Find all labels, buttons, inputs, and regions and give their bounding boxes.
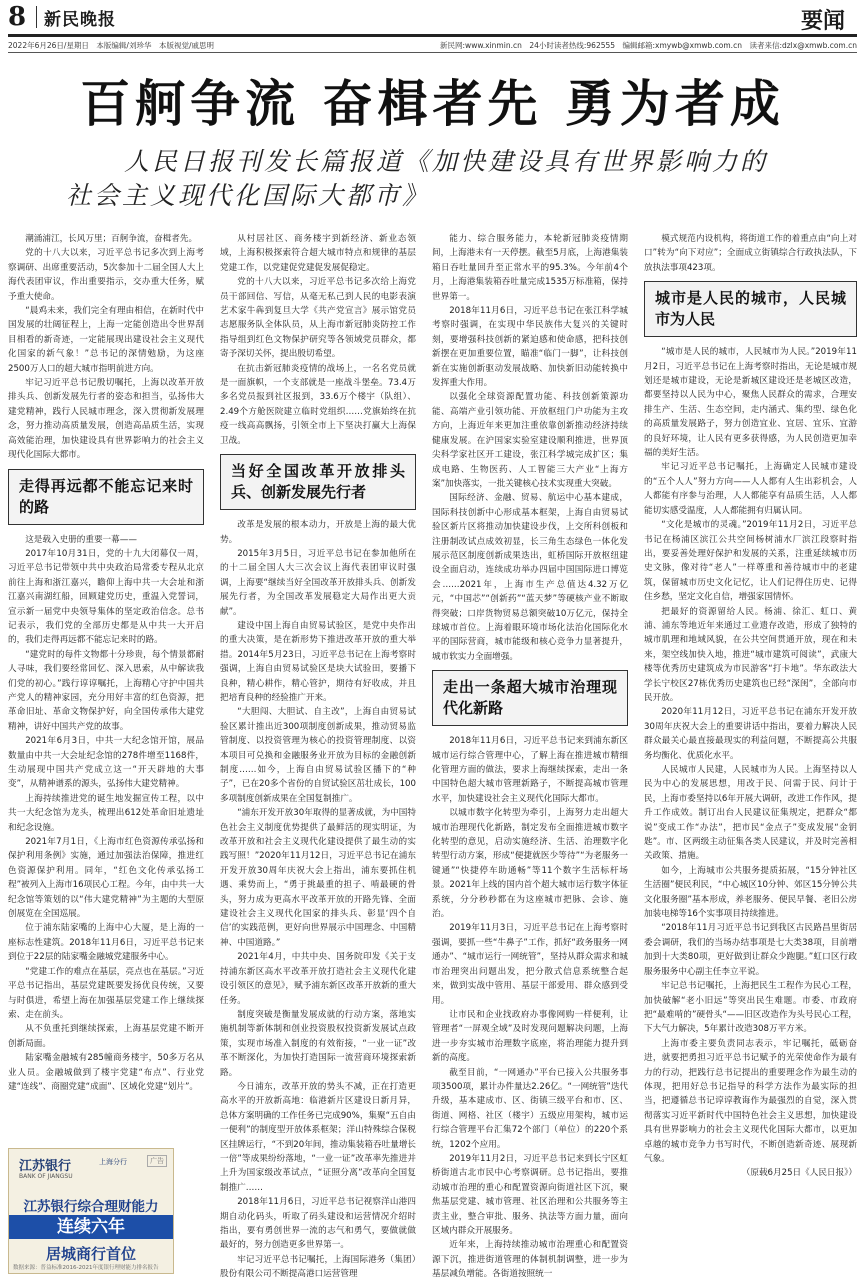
subheadline-line-2: 社会主义现代化国际大都市》 [66,181,431,210]
article-column-3 [432,232,629,1280]
paragraph: 牢记习近平总书记殷切嘱托，上海以改革开放排头兵、创新发展先行者的姿态和担当，弘扬伟大建党精神，践行人民城市理念，深入贯彻新发展理念，努力推动高质量发展，创造高品质生活，实现高效能治理，加快建设具有世界影响力的社会主义现代化国际大都市。 [8,378,204,461]
header-subrule [8,52,857,53]
paragraph: “晨鸡未来，我们完全有理由相信，在新时代中国发展的壮阔征程上，上海一定能创造出令世界刮目相看的新奇迹，一定能展现出建设社会主义现代化国家的新气象！”总书记的深情勉励，为这座2500万人口的超大城市指明前进方向。 [8,306,204,374]
paragraph: 2020年11月12日，习近平总书记在浦东开发开放30周年庆祝大会上的重要讲话中指出，要着力解决人民群众最关心最直接最现实的利益问题，不断提高公共服务均衡化、优质化水平。 [644,707,857,761]
section-heading: 走出一条超大城市治理现代化新路 [432,670,628,726]
paragraph: 近年来，上海持续推动城市治理重心和配置资源下沉，推进街道管理的体制机制调整，进一步为基层减负增能。各街道按照统一 [432,1240,628,1280]
article-column-2 [220,232,416,1280]
article-column-4 [644,232,857,1274]
paragraph: 把最好的资源留给人民。杨浦、徐汇、虹口、黄浦、浦东等地近年来通过工业遗存改造，形成了独特的城市肌理和地域风貌，在公共空间贯通开放，现在和未来，架空线加快入地，推进“城市建筑可阅读”，武康大楼等优秀历史建筑成为市民游客“打卡地”。华东政法大学长宁校区27栋优秀历史建筑也已经“深闺”，全部向市民开放。 [644,606,857,703]
paragraph: 能力、综合服务能力，本轮新冠肺炎疫情期间，上海港未有一天停摆。截至5月底，上海港集装箱日吞吐量回升至正常水平的95.3%。今年前4个月，上海港集装箱吞吐量完成1535万标准箱，保持世界第一。 [432,234,628,302]
article-column-1 [8,232,204,1144]
paragraph: “城市是人民的城市，人民城市为人民。”2019年11月2日，习近平总书记在上海考察时指出，无论是城市规划还是城市建设，无论是新城区建设还是老城区改造，都要坚持以人民为中心，聚焦人民群众的需求，合理安排生产、生活、生态空间，走内涵式、集约型、绿色化的高质量发展路子，努力创造宜业、宜居、宜乐、宜游的良好环境，让人民有更多获得感，为人民创造更加幸福的美好生活。 [644,347,857,459]
paragraph: 上海市委主要负责同志表示，牢记嘱托，砥砺奋进，就要把勇担习近平总书记赋予的光荣使命作为最有力的行动，把践行总书记提出的重要理念作为最生动的体现，把用好总书记指导的科学方法作为最实际的担当，把遵循总书记谆谆教诲作为最强烈的自觉，深入贯彻落实习近平新时代中国特色社会主义思想，加快建设具有世界影响力的社会主义现代化国际大都市，以更加卓越的城市竞争力书写时代，不断创造新奇迹、展现新气象。 [644,1038,857,1164]
section-heading: 走得再远都不能忘记来时的路 [8,469,204,525]
paragraph: 2021年6月3日，中共一大纪念馆开馆，展品数量由中共一大会址纪念馆的278件增至1168件，生动展现中国共产党成立这一“开天辟地的大事变”，从精神谱系的源头，弘扬伟大建党精神。 [8,736,204,790]
paragraph: 模式规范内设机构，将街道工作的着重点由“向上对口”转为“向下对应”；全面成立街镇综合行政执法队，下放执法事项423项。 [644,234,857,273]
paragraph: 牢记总书记嘱托，上海把民生工程作为民心工程，加快破解“老小旧远”等突出民生难题。市委、市政府把“最难啃的”硬骨头“——旧区改造作为头号民心工程，下大气力解决，5年累计改造308万平方米。 [644,981,857,1035]
paragraph: 2019年11月3日，习近平总书记在上海考察时强调，要抓一些“牛鼻子”工作，抓好“政务服务一网通办”、“城市运行一网统管”，坚持从群众需求和城市治理突出问题出发，把分散式信息系统整合起来，做到实战中管用、基层干部爱用、群众感到受用。 [432,923,628,1006]
paragraph: 2018年11月6日，习近平总书记在张江科学城考察时强调，在实现中华民族伟大复兴的关键时刻，要增强科技创新的紧迫感和使命感，把科技创新摆在更加重要位置，瞄准“临门一脚”，让科技创新在实施创新驱动发展战略、加快新旧动能转换中发挥重大作用。 [432,306,628,389]
ad-slogan-1: 江苏银行综合理财能力 [23,1199,159,1215]
paragraph: “2018年11月习近平总书记到我区古民路昌里街居委会调研，我们的当场办结事项是七大类38项，目前增加到十大类80项，更好做到让群众少跑腿。”虹口区行政服务服务中心副主任李立平说。 [644,923,857,977]
paragraph: “建党时的每件文物都十分珍贵，每个情景都耐人寻味，我们要经常回忆、深入思索，从中解读我们党的初心。”践行谆谆嘱托，上海精心守护中国共产党人的精神家园，充分用好丰富的红色资源，把革命旧址、革命文物保护好，向全国传承伟大建党精神，讲好中国共产党的故事。 [8,649,204,732]
ad-slogan-2: 连续六年 [9,1215,173,1239]
paragraph: 2021年4月，中共中央、国务院印发《关于支持浦东新区高水平改革开放打造社会主义现代化建设引领区的意见》，赋予浦东新区改革开放新的重大任务。 [220,952,416,1006]
paragraph: 2018年11月6日，习近平总书记视察洋山港四期自动化码头，听取了码头建设和运营情况介绍时指出，要有勇创世界一流的志气和勇气，要做就做最好的，努力创造更多世界第一。 [220,1197,416,1251]
paragraph: 2015年3月5日，习近平总书记在参加他所在的十二届全国人大三次会议上海代表团审议时强调，上海要“继续当好全国改革开放排头兵、创新发展先行者，为全国改革发展稳定大局作出更大贡献”。 [220,548,416,617]
header-rule [8,34,857,37]
paragraph: “党建工作的难点在基层，亮点也在基层。”习近平总书记指出，基层党建既要发扬优良传统，又要与时俱进，希望上海在加强基层党建工作上继续探索、走在前头。 [8,966,204,1020]
paragraph: 上海持续推进党的诞生地发掘宣传工程，以中共一大纪念馆为龙头，梳理出612处革命旧址遗址和纪念设施。 [8,793,204,833]
paragraph: 2019年11月2日，习近平总书记来到长宁区虹桥街道古北市民中心考察调研。总书记指出，要推动城市治理的重心和配置资源向街道社区下沉，聚焦基层党建、城市管理、社区治理和公共服务等主责主业，整合审批、服务、执法等方面力量，面向区域内群众开展服务。 [432,1153,628,1236]
paragraph: 牢记习近平总书记嘱托，上海确定人民城市建设的“五个人人”努力方向——人人都有人生出彩机会，人人都能有序参与治理，人人都能享有品质生活，人人都能切实感受温度，人人都能拥有归属认同。 [644,462,857,516]
ad-branch-label: 上海分行 [99,1158,127,1166]
paragraph: 国际经济、金融、贸易、航运中心基本建成，国际科技创新中心形成基本框架，上海自由贸易试验区新片区将推动加快建设步伐，上交所科创板和注册制改试点成效初显，长三角生态绿色一体化发展示范区制度创新成果迭出，虹桥国际开放枢纽建设全面启动，连续成功举办四届中国国际进口博览会……2021年，上海市生产总值达4.32万亿元，“中国芯”“创新药”“蓝天梦”等硬核产业不断取得突破；口岸货物贸易总额突破10万亿元，保持全球城市首位。上海着眼环境市场化法治化国际化水平的国际营商，城市能级和核心竞争力显著提升，城市软实力全面增强。 [432,493,628,662]
paragraph: “大胆闯、大胆试、自主改”，上海自由贸易试验区累计推出近300项制度创新成果，推动贸易监管制度、以投资管理为核心的投资管理制度、以资本项目可兑换和金融服务业开放为目标的金融创新制度……如今，上海自由贸易试验区播下的“种子”，已在20多个省份的自贸试验区茁壮成长，100多项制度创新成果在全国复制推广。 [220,707,416,804]
paragraph: 党的十八大以来，习近平总书记多次到上海考察调研、出席重要活动，5次参加十二届全国人大上海代表团审议，作出重要指示，交办重大任务，赋予重大使命。 [8,248,204,302]
paragraph: 如今，上海城市公共服务提质拓展，“15分钟社区生活圈”便民利民，“中心城区10分钟、郊区15分钟公共文化服务圈”基本形成，养老服务、便民早餐、老旧公房加装电梯等16个实事项目持续推进。 [644,865,857,920]
col1-intro [8,232,204,463]
bank-advertisement[interactable] [8,1148,174,1274]
paragraph: 陆家嘴金融城有285幢商务楼宇，50多万名从业人员。金融城做到了楼宇党建“布点”、行业党建“连线”、商圈党建“成面”、区域化党建“划片”。 [8,1053,204,1092]
paragraph: 以强化全球资源配置功能、科技创新策源功能、高端产业引领功能、开放枢纽门户功能为主攻方向，上海近年来更加注重依靠创新推动经济持续健康发展。在沪国家实验室建设顺利推进，世界顶尖科学家社区开工建设，张江科学城完成扩区；集成电路、生物医药、人工智能三大产业“上海方案”加快落实，一批关键核心技术实现重大突破。 [432,392,628,489]
newspaper-brand: 新民晚报 [44,10,116,30]
paragraph: 制度突破是衡量发展成就的行动方案，落地实施机制等新体制和创业投资股权投资新发展试点政策，实现市场准入制度的有效衔接，“一业一证”改革不断深化，为加快打造国际一流营商环境探索新路。 [220,1009,416,1078]
bank-logo: 江苏银行 [19,1159,72,1174]
paragraph: 潮涌浦江，长风万里；百舸争流，奋楫者先。 [25,234,198,244]
source-signature: （原载6月25日《人民日报》） [741,1168,857,1179]
paragraph: 改革是发展的根本动力，开放是上海的最大优势。 [220,520,416,545]
paragraph: 截至目前，“一网通办”平台已接入公共服务事项3500项，累计办件量达2.26亿。“一网统管”迭代升级，基本建成市、区、街镇三级平台和市、区、街道、网格、社区（楼宇）五级应用架构，城市运行综合管理平台汇集72个部门（单位）的220个系统，1202个应用。 [432,1067,629,1150]
paragraph: 位于浦东陆家嘴的上海中心大厦，是上海的一座标志性建筑。2018年11月6日，习近平总书记来到位于22层的陆家嘴金融城党建服务中心。 [8,923,204,963]
ad-tag: 广告 [147,1155,167,1167]
section-title: 要闻 [800,9,845,34]
section-heading: 城市是人民的城市，人民城市为人民 [644,281,857,337]
paragraph: 今日浦东，改革开放的势头不减，正在打造更高水平的开放新高地：临港新片区建设日新月异，总体方案明确的工作任务已完成90%，集聚“五自由一便利”的制度型开放体系框架；洋山特殊综合保税区挂牌运行，“不到20年间，推动集装箱吞吐量增长一倍”等成果纷纷落地，“一业一证”改革率先推进并上升为国家级改革试点，“证照分离”改革向全国复制推广…… [220,1081,416,1193]
ad-footnote: 数据来源：普益标准2016-2021年度银行理财能力排名报告 [13,1265,159,1271]
section-heading: 当好全国改革开放排头兵、创新发展先行者 [220,454,416,510]
paragraph: 2018年11月6日，习近平总书记来到浦东新区城市运行综合管理中心，了解上海在推进城市精细化管理方面的做法，要求上海继续探索，走出一条中国特色超大城市管理新路子，不断提高城市管理水平，加快建设社会主义现代化国际大都市。 [432,736,628,804]
paragraph: 党的十八大以来，习近平总书记多次给上海党员干部回信、写信，从毫无私己到人民的电影表演艺术家牛犇到复旦大学《共产党宣言》展示馆党员志愿服务队全体队员，从上海市新冠肺炎防控工作指导组到红色文物保护研究等各领域党员群众，都寄予深切关怀，提出殷切希望。 [220,277,416,360]
paragraph: 2021年7月1日，《上海市红色资源传承弘扬和保护利用条例》实施，通过加强法治保障，推进红色资源保护利用。同年，“红色文化传承弘扬工程”被列入上海市16项民心工程。今年，由中共一大纪念馆等策划的以“伟大建党精神”为主题的大型原创展览在全国巡展。 [8,837,204,920]
paragraph: 以城市数字化转型为牵引，上海努力走出超大城市治理现代化新路，制定发布全面推进城市数字化转型的意见，启动实施经济、生活、治理数字化转型行动方案，形成“便捷就医少等待”“为老服务一键通”“快捷停车助通畅”等11个数字生活标杆场景。2021年上线的国内首个超大城市运行数字体征系统，分分秒秒都在为这座城市把脉、会诊、施治。 [432,808,628,920]
page-number: 8 [8,2,27,32]
date-editor-line: 2022年6月26日/星期日 本版编辑/刘珍华 本版视觉/戚思明 [8,41,214,50]
contact-line: 新民网:www.xinmin.cn 24小时读者热线:962555 编辑邮箱:xmywb@xmwb.com.cn 读者来信:dzlx@xmwb.com.cn [440,41,857,50]
ad-slogan-3: 居城商行首位 [45,1245,136,1263]
paragraph: 人民城市人民建，人民城市为人民。上海坚持以人民为中心的发展思想，用改于民、问需于民、问计于民，上海市委坚持以6年开展大调研，改进工作作风，提升工作成效。制订出台人民建议征集规定，把群众“都说”变成工作“办法”，把市民“金点子”变成发展“金钥匙”。市、区两级主动征集各类人民建议，并及时完善相关政策、措施。 [644,765,857,862]
main-headline: 百舸争流 奋楫者先 勇为者成 [80,75,785,133]
bank-logo-english: BANK OF JIANGSU [19,1173,73,1180]
paragraph: 2017年10月31日，党的十九大闭幕仅一周，习近平总书记带领中共中央政治局常委专程从北京前往上海和浙江嘉兴，瞻仰上海中共一大会址和浙江嘉兴南湖红船，回顾建党历史，重温入党誓词，宣示新一届党中央领导集体的坚定政治信念。总书记表示，我们党的全部历史都是从中共一大开启的，我们走得再远都不能忘记来时的路。 [8,548,204,646]
header-divider [36,6,37,28]
paragraph: 建设中国上海自由贸易试验区，是党中央作出的重大决策，是在新形势下推进改革开放的重大举措。2014年5月23日，习近平总书记在上海考察时强调，上海自由贸易试验区是块大试验田，要播下良种，精心耕作，精心管护，期待有好收成，并且把培育良种的经验推广开来。 [220,620,416,703]
paragraph: 在抗击新冠肺炎疫情的战场上，一名名党员就是一面旗帜，一个支部就是一座战斗堡垒。73.4万多名党员报到社区报到，33.6万个楼宇（队组）、2.49个方舱医院建立临时党组织……党旗始终在抗疫一线高高飘扬，引领全市上下坚决打赢大上海保卫战。 [220,363,416,446]
paragraph: “浦东开发开放30年取得的显著成就，为中国特色社会主义制度优势提供了最鲜活的现实明证，为改革开放和社会主义现代化建设提供了最生动的实践写照！”2020年11月12日，习近平总书记在浦东开发开放30周年庆祝大会上指出，浦东要抓住机遇、乘势而上，“勇于挑最重的担子、啃最硬的骨头，努力成为更高水平改革开放的开路先锋、全面建设社会主义现代化国家的排头兵、彰显‘四个自信’的实践范例，更好向世界展示中国理念、中国精神、中国道路。” [220,808,416,948]
paragraph: 从不负重托到继续探索，上海基层党建不断开创新局面。 [8,1024,204,1049]
paragraph: 从村居社区、商务楼宇到新经济、新业态领域，上海积极探索符合超大城市特点和规律的基层党建工作，以党建促党建促发展促稳定。 [220,234,416,273]
subheadline-line-1: 人民日报刊发长篇报道《加快建设具有世界影响力的 [124,147,769,176]
paragraph: 牢记习近平总书记嘱托，上海国际港务（集团）股份有限公司不断提高港口运营管理 [220,1254,416,1280]
paragraph: 这是载入史册的重要一幕—— [25,534,137,545]
paragraph: “文化是城市的灵魂。”2019年11月2日，习近平总书记在杨浦区滨江公共空间杨树浦水厂滨江段察时指出，要妥善处理好保护和发展的关系，注重延续城市历史文脉，像对待“老人”一样尊重和善待城市中的老建筑，保留城市历史文化记忆，让人们记得住历史、记得住乡愁，坚定文化自信，增强家国情怀。 [644,520,857,603]
paragraph: 让市民和企业找政府办事像网购一样便利，让管理者“一屏观全域”及时发现问题解决问题，上海进一步夯实城市治理数字底座，将治理能力提升到新的高度。 [432,1009,628,1064]
